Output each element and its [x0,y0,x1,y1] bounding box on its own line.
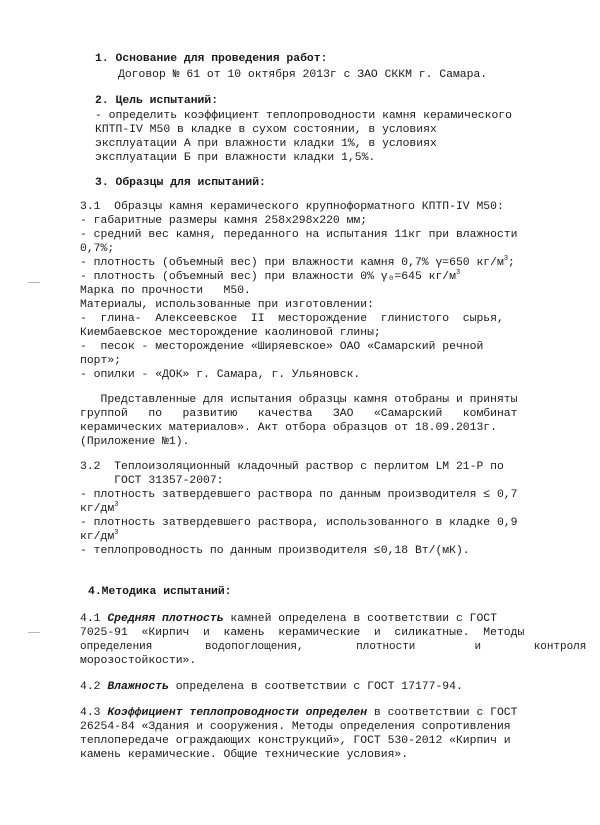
method-43-line: 26254-84 «Здания и сооружения. Методы определения сопротивления [80,721,511,733]
scan-mark [28,632,40,633]
term-conductivity: Коэффициент теплопроводности определен [107,707,368,719]
density-line-2: - плотность (объемный вес) при влажности 0% γ₀=645 $кг/м^3$ [80,269,461,283]
materials-line: порт»; [80,355,122,367]
materials-heading: Материалы, использованные при изготовлении: [80,299,374,311]
contract-line: Договор № 61 от 10 октября 2013г с ЗАО СККМ г. Самара. [118,69,488,81]
mortar-unit: $кг/дм^3$ [80,501,119,515]
method-43-line: теплопередаче ограждающих конструкций», ГОСТ 530-2012 «Кирпич и [80,735,511,747]
selection-line: керамических материалов». Акт отбора образцов от 18.09.2013г. [80,422,497,434]
mortar-line: - плотность затвердевшего раствора по данным производителя ≤ 0,7 [80,489,518,501]
samples-line: - габаритные размеры камня 258х298х220 мм; [80,215,368,227]
scan-mark [28,282,40,283]
method-41-line: 4.1 Средняя плотность камней определена в соответствии с ГОСТ [80,613,497,625]
samples-line: 3.1 Образцы камня керамического крупноформатного КПТП-IV М50: [80,201,504,213]
goal-line: эксплуатации Б при влажности кладки 1,5%. [95,152,376,164]
section-1-title: 1. Основание для проведения работ: [95,53,328,65]
method-42-line: 4.2 Влажность определена в соответствии с ГОСТ 17177-94. [80,681,463,693]
selection-line: группой по развитию качества ЗАО «Самарский комбинат [80,408,518,420]
samples-line: - средний вес камня, переданного на испытания 11кг при влажности [80,229,518,241]
mortar-unit: $кг/дм^3$ [80,529,119,543]
method-43-line: камень керамические. Общие технические условия». [80,749,409,761]
method-41-line: морозостойкости». [80,655,197,667]
section-4-title: 4.Методика испытаний: [88,586,232,598]
mortar-title: 3.2 Теплоизоляционный кладочный раствор с перлитом LM 21-P по [80,461,504,473]
materials-line: - глина- Алексеевское II месторождение глинистого сырья, [80,313,504,325]
goal-line: КПТП-IV М50 в кладке в сухом состоянии, в условиях [95,124,437,136]
samples-line: 0,7%; [80,243,115,255]
term-moisture: Влажность [107,681,169,693]
method-43-line: 4.3 Коэффициент теплопроводности определен в соответствии с ГОСТ [80,707,518,719]
section-2-title: 2. Цель испытаний: [95,95,219,107]
term-density: Средняя плотность [107,613,224,625]
section-3-title: 3. Образцы для испытаний: [95,177,266,189]
materials-line: - опилки - «ДОК» г. Самара, г. Ульяновск. [80,369,361,381]
method-41-line: 7025-91 «Кирпич и камень керамические и силикатные. Методы [80,627,525,639]
method-41-line: определения водопоглощения, плотности и контроля [80,641,587,653]
materials-line: Киембаевское месторождение каолиновой глины; [80,327,381,339]
brand-line: Марка по прочности М50. [80,285,251,297]
goal-line: эксплуатации А при влажности кладки 1%, в условиях [95,138,437,150]
mortar-line: - теплопроводность по данным производителя ≤0,18 Вт/(мК). [80,545,470,557]
goal-line: - определить коэффициент теплопроводности камня керамического [95,110,512,122]
selection-line: (Приложение №1). [80,436,190,448]
mortar-gost: ГОСТ 31357-2007: [80,475,224,487]
materials-line: - песок - месторождение «Ширяевское» ОАО «Самарский речной [80,341,484,353]
mortar-line: - плотность затвердевшего раствора, использованного в кладке 0,9 [80,517,518,529]
selection-line: Представленные для испытания образцы камня отобраны и приняты [80,394,518,406]
density-line-1: - плотность (объемный вес) при влажности камня 0,7% γ=650 $кг/м^3$; [80,255,515,269]
